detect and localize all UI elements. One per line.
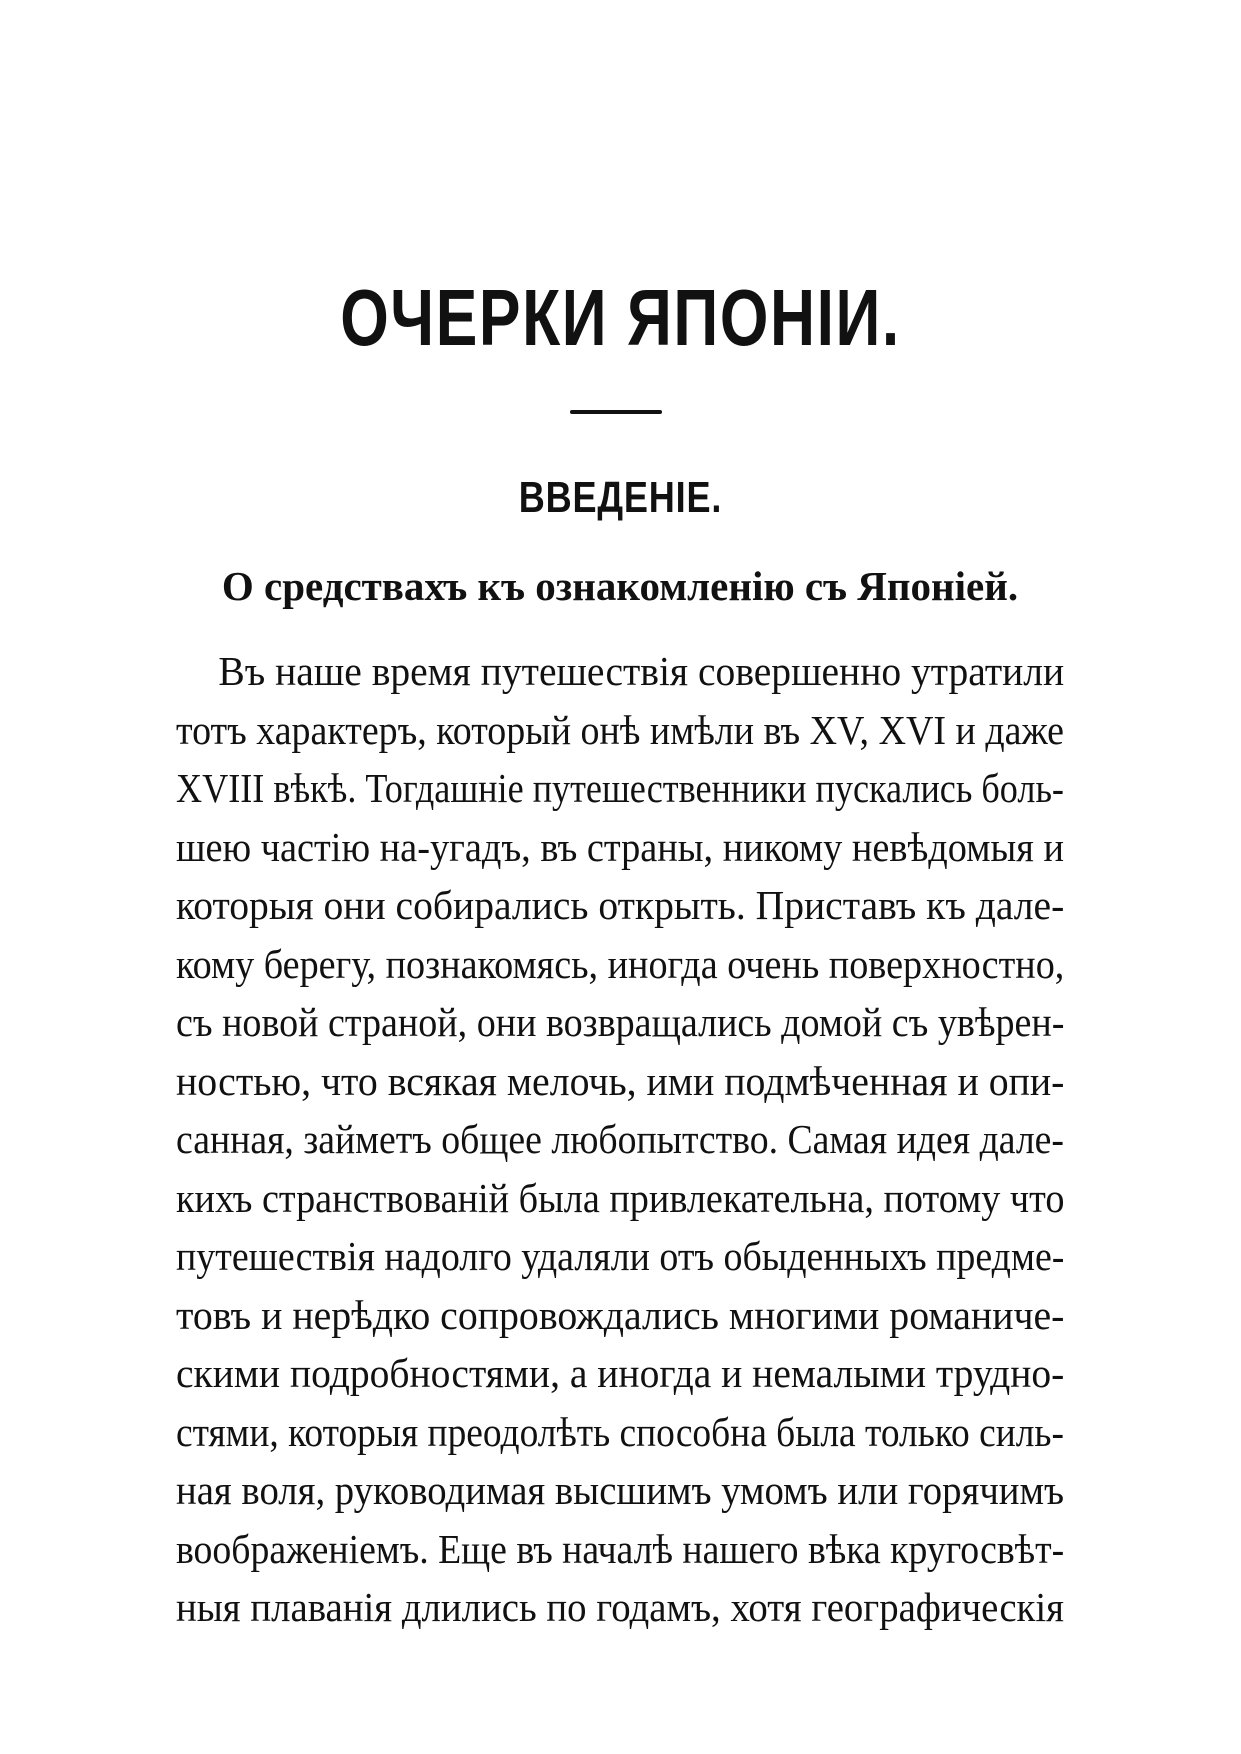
text-line: которыя они собирались открыть. Приставъ къ дале- xyxy=(176,882,1065,928)
text-line: съ новой страной, они возвращались домой съ увѣрен- xyxy=(176,999,1065,1045)
text-line: кихъ странствованій была привлекательна, потому что xyxy=(176,1174,1065,1221)
title-divider xyxy=(570,410,662,414)
text-line: ныя плаванія длились по годамъ, хотя географическія xyxy=(176,1584,1065,1630)
page-title: ОЧЕРКИ ЯПОНІИ. xyxy=(340,273,901,362)
text-line: ностью, что всякая мелочь, ими подмѣченная и опи- xyxy=(176,1057,1065,1104)
text-line: путешествія надолго удаляли отъ обыденныхъ предме- xyxy=(176,1233,1065,1279)
text-line: тотъ характеръ, который онѣ имѣли въ XV, XVI и даже xyxy=(176,706,1064,753)
text-line: стями, которыя преодолѣть способна была только силь- xyxy=(176,1408,1064,1455)
body-paragraph xyxy=(176,642,1064,1637)
text-line: шею частію на-угадъ, въ страны, никому невѣдомыя и xyxy=(176,823,1064,870)
text-line: Въ наше время путешествія совершенно утратили xyxy=(218,648,1065,694)
text-line: товъ и нерѣдко сопровождались многими романиче- xyxy=(176,1291,1065,1338)
section-heading: ВВЕДЕНІЕ. xyxy=(518,473,723,522)
text-line: кому берегу, познакомясь, иногда очень поверхностно, xyxy=(176,940,1065,987)
text-line: скими подробностями, а иногда и немалыми трудно- xyxy=(176,1350,1065,1396)
text-line: воображеніемъ. Еще въ началѣ нашего вѣка кругосвѣт- xyxy=(176,1525,1065,1572)
chapter-subheading: О средствахъ къ ознакомленію съ Японіей. xyxy=(221,563,1019,609)
text-line: XVIII вѣкѣ. Тогдашніе путешественники пускались боль- xyxy=(176,765,1064,811)
text-line: ная воля, руководимая высшимъ умомъ или горячимъ xyxy=(176,1467,1065,1513)
text-line: санная, займетъ общее любопытство. Самая идея дале- xyxy=(176,1116,1064,1162)
